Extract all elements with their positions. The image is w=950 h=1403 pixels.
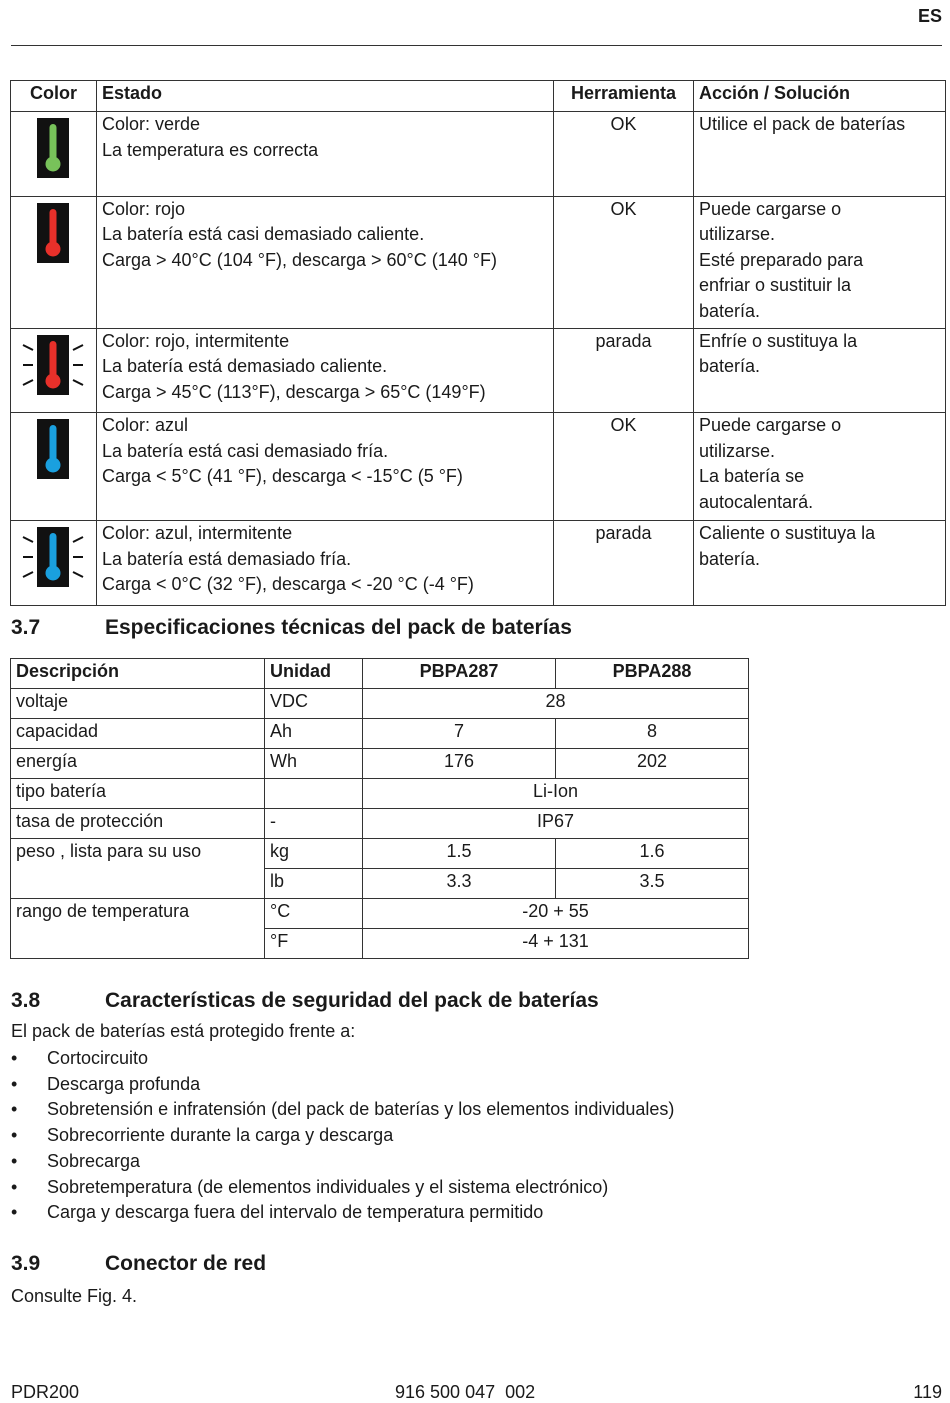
action-line: batería. bbox=[699, 356, 761, 376]
status-line: Carga < 5°C (41 °F), descarga < -15°C (5 °F) bbox=[102, 466, 463, 486]
table-row bbox=[11, 521, 946, 606]
list-item-text: Descarga profunda bbox=[47, 1073, 201, 1094]
action-solution bbox=[694, 413, 946, 521]
action-line: utilizarse. bbox=[699, 224, 776, 244]
footer-model: PDR200 bbox=[11, 1382, 80, 1402]
thermometer-stem bbox=[50, 124, 57, 160]
section-3-9-heading bbox=[11, 1252, 266, 1276]
spec-value: -4 + 131 bbox=[363, 929, 749, 959]
spec-unit: Ah bbox=[265, 719, 363, 749]
spec-desc: voltaje bbox=[11, 689, 265, 719]
status-line: La batería está casi demasiado caliente. bbox=[102, 224, 425, 244]
spec-value-pbpa288: 8 bbox=[556, 719, 749, 749]
column-header: Acción / Solución bbox=[694, 81, 946, 112]
safety-feature-list bbox=[11, 1046, 674, 1226]
spec-unit: - bbox=[265, 809, 363, 839]
thermometer-bulb bbox=[46, 458, 61, 473]
status-color-cell bbox=[11, 112, 97, 197]
thermometer-red-blinking-icon bbox=[11, 329, 95, 405]
tool-state: OK bbox=[554, 196, 694, 328]
list-item bbox=[11, 1072, 674, 1098]
status-line: Carga < 0°C (32 °F), descarga < -20 °C (-4 °F) bbox=[102, 574, 474, 594]
blink-ray bbox=[23, 380, 33, 385]
status-description bbox=[97, 328, 554, 413]
status-line: La temperatura es correcta bbox=[102, 139, 319, 160]
section-3-8-intro: El pack de baterías está protegido frente a: bbox=[11, 1021, 356, 1041]
header-divider bbox=[11, 45, 942, 46]
thermometer-bulb bbox=[46, 373, 61, 388]
action-line: Esté preparado para bbox=[699, 249, 864, 270]
status-description bbox=[97, 413, 554, 521]
list-item bbox=[11, 1149, 674, 1175]
list-item-text: Cortocircuito bbox=[47, 1048, 149, 1068]
table-header-row bbox=[11, 81, 946, 112]
list-item-text: Sobrecorriente durante la carga y descarga bbox=[47, 1125, 394, 1146]
spec-unit: kg bbox=[265, 839, 363, 869]
status-line: Color: azul, intermitente bbox=[102, 523, 293, 543]
tool-state: parada bbox=[554, 521, 694, 606]
bullet-icon: • bbox=[11, 1150, 18, 1171]
spec-unit: VDC bbox=[265, 689, 363, 719]
section-3-9-text: Consulte Fig. 4. bbox=[11, 1286, 138, 1306]
thermometer-bulb bbox=[46, 566, 61, 581]
footer-page-number: 119 bbox=[913, 1382, 942, 1402]
status-description bbox=[97, 521, 554, 606]
action-line: Puede cargarse o bbox=[699, 198, 842, 219]
action-line: Puede cargarse o bbox=[699, 415, 842, 435]
status-line: La batería está casi demasiado fría. bbox=[102, 440, 389, 461]
action-solution bbox=[694, 521, 946, 606]
spec-value: Li-Ion bbox=[363, 779, 749, 809]
thermometer-stem bbox=[50, 341, 57, 377]
action-line: enfriar o sustituir la bbox=[699, 275, 852, 295]
spec-value-pbpa288: 1.6 bbox=[556, 839, 749, 869]
column-header: Descripción bbox=[11, 659, 265, 689]
list-item-text: Carga y descarga fuera del intervalo de temperatura permitido bbox=[47, 1202, 544, 1223]
blink-ray bbox=[23, 537, 33, 542]
language-code: ES bbox=[917, 6, 942, 26]
tool-state: OK bbox=[554, 413, 694, 521]
blink-ray bbox=[23, 345, 33, 350]
status-line: Carga > 45°C (113°F), descarga > 65°C (149°F) bbox=[102, 381, 486, 402]
section-title: Características de seguridad del pack de baterías bbox=[105, 989, 599, 1012]
spec-unit: °C bbox=[265, 899, 363, 929]
spec-unit: Wh bbox=[265, 749, 363, 779]
status-line: Color: verde bbox=[102, 114, 201, 134]
status-color-cell bbox=[11, 328, 97, 413]
section-3-8-heading bbox=[11, 989, 599, 1013]
table-row bbox=[11, 839, 749, 869]
section-number: 3.9 bbox=[11, 1252, 41, 1275]
list-item bbox=[11, 1097, 674, 1123]
bullet-icon: • bbox=[11, 1048, 18, 1068]
list-item bbox=[11, 1200, 674, 1226]
blink-ray bbox=[23, 572, 33, 577]
section-number: 3.7 bbox=[11, 616, 41, 639]
list-item-text: Sobretensión e infratensión (del pack de baterías y los elementos individuales) bbox=[47, 1099, 675, 1120]
thermometer-blue-icon bbox=[11, 413, 95, 489]
spec-value-pbpa288: 202 bbox=[556, 749, 749, 779]
spec-value: -20 + 55 bbox=[363, 899, 749, 929]
thermometer-stem bbox=[50, 533, 57, 569]
action-solution bbox=[694, 328, 946, 413]
status-line: Color: azul bbox=[102, 415, 189, 435]
column-header: Unidad bbox=[265, 659, 363, 689]
table-row bbox=[11, 196, 946, 328]
action-line: Utilice el pack de baterías bbox=[699, 114, 906, 134]
list-item bbox=[11, 1175, 674, 1201]
spec-desc: capacidad bbox=[11, 719, 265, 749]
action-line: Caliente o sustituya la bbox=[699, 523, 876, 543]
table-row bbox=[11, 689, 749, 719]
blink-ray bbox=[73, 537, 83, 542]
spec-desc: peso , lista para su uso bbox=[11, 839, 265, 899]
list-item-text: Sobrecarga bbox=[47, 1150, 141, 1171]
bullet-icon: • bbox=[11, 1176, 18, 1197]
table-row bbox=[11, 899, 749, 929]
table-row bbox=[11, 749, 749, 779]
spec-desc: tipo batería bbox=[11, 779, 265, 809]
status-line: Color: rojo bbox=[102, 198, 186, 219]
list-item-text: Sobretemperatura (de elementos individuales y el sistema electrónico) bbox=[47, 1176, 609, 1197]
status-line: Color: rojo, intermitente bbox=[102, 330, 290, 351]
list-item bbox=[11, 1046, 674, 1072]
status-color-cell bbox=[11, 196, 97, 328]
blink-ray bbox=[73, 345, 83, 350]
table-header-row bbox=[11, 659, 749, 689]
bullet-icon: • bbox=[11, 1202, 18, 1223]
column-header: Estado bbox=[97, 81, 554, 112]
status-description bbox=[97, 196, 554, 328]
tool-state: parada bbox=[554, 328, 694, 413]
bullet-icon: • bbox=[11, 1125, 18, 1146]
status-color-cell bbox=[11, 413, 97, 521]
table-row bbox=[11, 719, 749, 749]
column-header: Color bbox=[11, 81, 97, 112]
column-header: PBPA287 bbox=[363, 659, 556, 689]
action-line: batería. bbox=[699, 300, 761, 321]
spec-value-pbpa287: 3.3 bbox=[363, 869, 556, 899]
bullet-icon: • bbox=[11, 1099, 18, 1120]
spec-value: 28 bbox=[363, 689, 749, 719]
table-row bbox=[11, 809, 749, 839]
section-3-7-heading bbox=[11, 616, 572, 640]
column-header: PBPA288 bbox=[556, 659, 749, 689]
action-line: Enfríe o sustituya la bbox=[699, 330, 858, 351]
status-line: Carga > 40°C (104 °F), descarga > 60°C (140 °F) bbox=[102, 249, 497, 270]
list-item bbox=[11, 1123, 674, 1149]
thermometer-green-icon bbox=[11, 112, 95, 188]
spec-unit bbox=[265, 779, 363, 809]
thermometer-blue-blinking-icon bbox=[11, 521, 95, 597]
spec-value-pbpa287: 1.5 bbox=[363, 839, 556, 869]
table-row bbox=[11, 328, 946, 413]
tool-state: OK bbox=[554, 112, 694, 197]
thermometer-bulb bbox=[46, 157, 61, 172]
table-row bbox=[11, 779, 749, 809]
blink-ray bbox=[73, 380, 83, 385]
section-title: Especificaciones técnicas del pack de baterías bbox=[105, 616, 572, 639]
section-number: 3.8 bbox=[11, 989, 41, 1012]
spec-unit: °F bbox=[265, 929, 363, 959]
blink-ray bbox=[73, 572, 83, 577]
status-line: La batería está demasiado caliente. bbox=[102, 356, 388, 376]
thermometer-stem bbox=[50, 425, 57, 461]
column-header: Herramienta bbox=[554, 81, 694, 112]
thermometer-bulb bbox=[46, 241, 61, 256]
section-title: Conector de red bbox=[105, 1252, 267, 1275]
spec-value: IP67 bbox=[363, 809, 749, 839]
spec-value-pbpa288: 3.5 bbox=[556, 869, 749, 899]
spec-unit: lb bbox=[265, 869, 363, 899]
battery-status-table bbox=[10, 80, 946, 606]
spec-desc: rango de temperatura bbox=[11, 899, 265, 959]
status-color-cell bbox=[11, 521, 97, 606]
action-line: La batería se bbox=[699, 466, 805, 486]
action-line: utilizarse. bbox=[699, 440, 776, 461]
spec-value-pbpa287: 176 bbox=[363, 749, 556, 779]
footer-doc-number: 916 500 047 002 bbox=[395, 1382, 536, 1402]
spec-desc: energía bbox=[11, 749, 265, 779]
action-solution bbox=[694, 196, 946, 328]
action-line: autocalentará. bbox=[699, 491, 814, 512]
thermometer-red-icon bbox=[11, 197, 95, 273]
spec-table bbox=[10, 658, 749, 959]
spec-value-pbpa287: 7 bbox=[363, 719, 556, 749]
table-row bbox=[11, 413, 946, 521]
bullet-icon: • bbox=[11, 1073, 18, 1094]
status-line: La batería está demasiado fría. bbox=[102, 548, 352, 569]
action-solution bbox=[694, 112, 946, 197]
thermometer-stem bbox=[50, 209, 57, 245]
spec-desc: tasa de protección bbox=[11, 809, 265, 839]
status-description bbox=[97, 112, 554, 197]
action-line: batería. bbox=[699, 548, 761, 569]
table-row bbox=[11, 112, 946, 197]
